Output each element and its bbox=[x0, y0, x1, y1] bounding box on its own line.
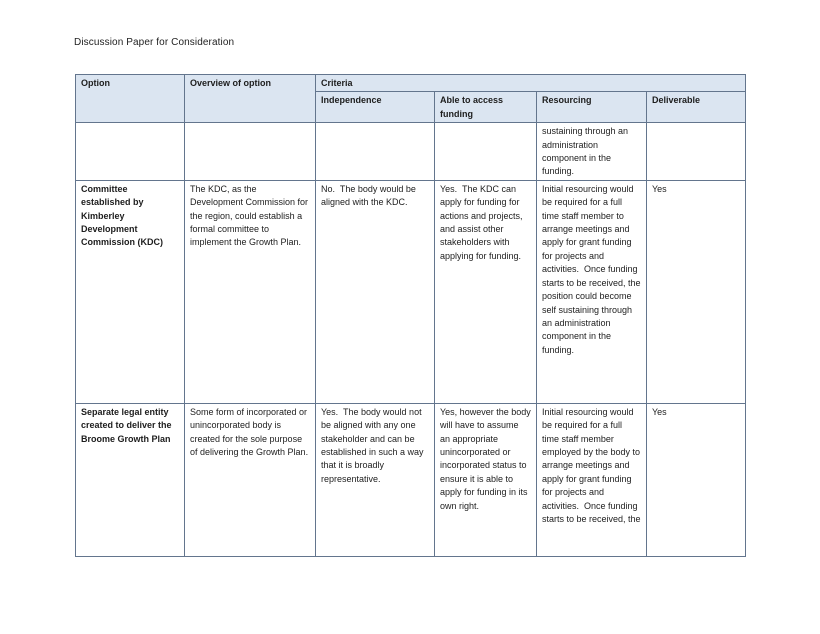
cell-resourcing: Initial resourcing would be required for a full time staff member employed by the body to arrange meetings and apply for grant funding for projects and activities. Once funding starts to be received, the bbox=[537, 403, 647, 556]
cell-funding: Yes. The KDC can apply for funding for actions and projects, and assist other stakeholders with applying for funding. bbox=[435, 180, 537, 403]
page-title: Discussion Paper for Consideration bbox=[74, 37, 235, 48]
cell-independence: Yes. The body would not be aligned with any one stakeholder and can be established in such a way that it is broadly representative. bbox=[316, 403, 435, 556]
cell-funding bbox=[435, 123, 537, 181]
column-header-independence: Independence bbox=[316, 92, 435, 123]
column-header-resourcing: Resourcing bbox=[537, 92, 647, 123]
cell-overview bbox=[185, 123, 316, 181]
cell-resourcing: sustaining through an administration component in the funding. bbox=[537, 123, 647, 181]
cell-independence bbox=[316, 123, 435, 181]
column-header-overview: Overview of option bbox=[185, 75, 316, 123]
options-criteria-table bbox=[75, 74, 746, 557]
cell-deliverable: Yes bbox=[647, 403, 746, 556]
table-row-continuation bbox=[76, 123, 746, 181]
cell-option bbox=[76, 123, 185, 181]
cell-funding: Yes, however the body will have to assume an appropriate unincorporated or incorporated status to ensure it is able to apply for funding in its own right. bbox=[435, 403, 537, 556]
cell-deliverable bbox=[647, 123, 746, 181]
column-header-deliverable: Deliverable bbox=[647, 92, 746, 123]
cell-option: Committee established by Kimberley Development Commission (KDC) bbox=[76, 180, 185, 403]
cell-option: Separate legal entity created to deliver the Broome Growth Plan bbox=[76, 403, 185, 556]
cell-overview: The KDC, as the Development Commission for the region, could establish a formal committee to implement the Growth Plan. bbox=[185, 180, 316, 403]
table-row-kdc-committee bbox=[76, 180, 746, 403]
cell-overview: Some form of incorporated or unincorporated body is created for the sole purpose of delivering the Growth Plan. bbox=[185, 403, 316, 556]
column-header-criteria: Criteria bbox=[316, 75, 746, 92]
column-header-funding: Able to access funding bbox=[435, 92, 537, 123]
table-header-row-criteria bbox=[76, 75, 746, 92]
table-row-separate-legal-entity bbox=[76, 403, 746, 556]
column-header-option: Option bbox=[76, 75, 185, 123]
cell-resourcing: Initial resourcing would be required for a full time staff member to arrange meetings and apply for grant funding for projects and activities. Once funding starts to be received, the position could become self sustaining through an administration component in the funding. bbox=[537, 180, 647, 403]
cell-deliverable: Yes bbox=[647, 180, 746, 403]
cell-independence: No. The body would be aligned with the KDC. bbox=[316, 180, 435, 403]
